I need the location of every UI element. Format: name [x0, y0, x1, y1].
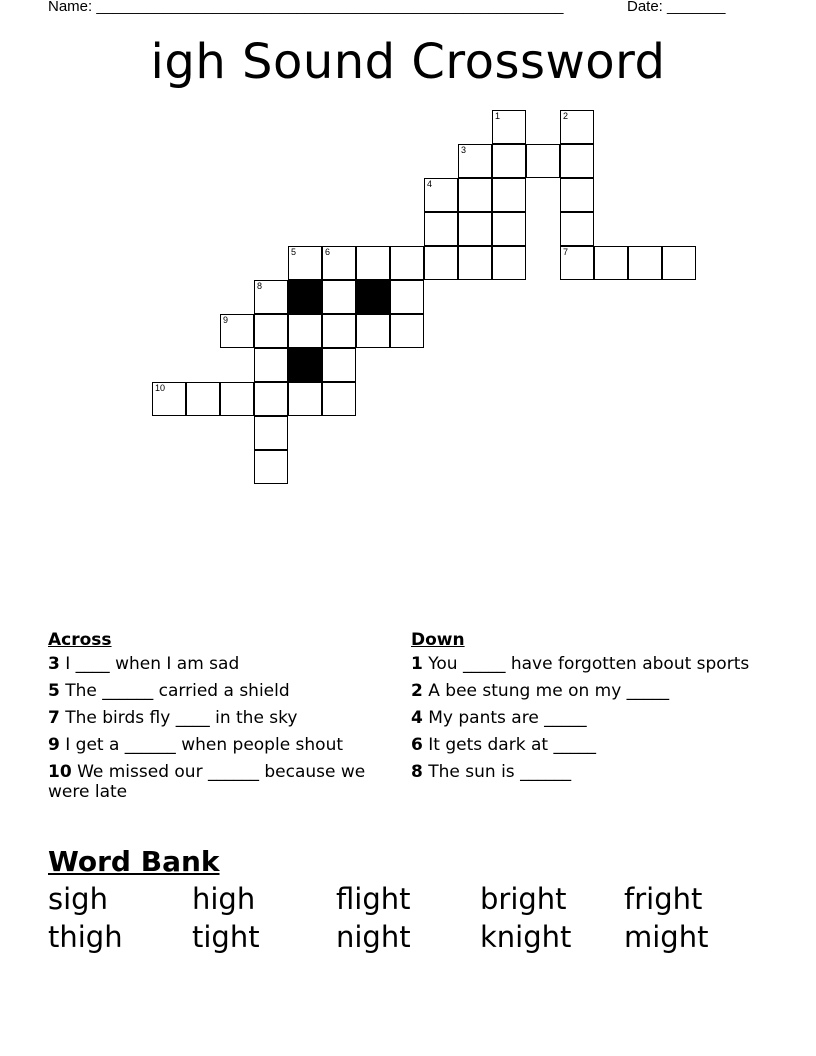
clue-text: It gets dark at _____ [422, 735, 596, 755]
grid-cell[interactable] [254, 314, 288, 348]
across-clue-list [48, 654, 393, 809]
down-clue [411, 708, 771, 728]
cell-number: 9 [223, 315, 229, 325]
cell-number: 6 [325, 247, 331, 257]
grid-block [288, 280, 322, 314]
grid-cell[interactable] [492, 110, 526, 144]
grid-cell[interactable] [220, 382, 254, 416]
grid-cell[interactable] [288, 246, 322, 280]
grid-cell[interactable] [322, 280, 356, 314]
grid-cell[interactable] [492, 212, 526, 246]
grid-cell[interactable] [424, 212, 458, 246]
grid-cell[interactable] [628, 246, 662, 280]
grid-cell[interactable] [186, 382, 220, 416]
grid-cell[interactable] [560, 110, 594, 144]
grid-cell[interactable] [288, 314, 322, 348]
down-clue-list [411, 654, 771, 789]
clue-text: I get a ______ when people shout [59, 735, 344, 755]
word-bank-title: Word Bank [48, 845, 220, 878]
grid-cell[interactable] [220, 314, 254, 348]
word-bank-word: knight [480, 920, 572, 954]
grid-cell[interactable] [458, 212, 492, 246]
grid-cell[interactable] [560, 178, 594, 212]
down-clue [411, 681, 771, 701]
cell-number: 1 [495, 111, 501, 121]
page-title: igh Sound Crossword [150, 34, 666, 90]
across-clue [48, 708, 393, 728]
clue-text: The ______ carried a shield [59, 681, 290, 701]
down-heading: Down [411, 630, 465, 650]
grid-cell[interactable] [390, 314, 424, 348]
cell-number: 5 [291, 247, 297, 257]
grid-cell[interactable] [288, 382, 322, 416]
clue-number: 7 [48, 708, 60, 728]
across-heading: Across [48, 630, 112, 650]
down-clue [411, 654, 771, 674]
grid-cell[interactable] [356, 246, 390, 280]
grid-cell[interactable] [424, 178, 458, 212]
grid-cell[interactable] [492, 178, 526, 212]
grid-block [356, 280, 390, 314]
grid-cell[interactable] [424, 246, 458, 280]
grid-cell[interactable] [152, 382, 186, 416]
clue-number: 9 [48, 735, 60, 755]
grid-cell[interactable] [322, 348, 356, 382]
clue-number: 2 [411, 681, 423, 701]
date-field-label: Date: _______ [627, 0, 726, 15]
word-bank-word: high [192, 882, 256, 916]
grid-cell[interactable] [560, 246, 594, 280]
word-bank-word: fright [624, 882, 703, 916]
grid-cell[interactable] [254, 382, 288, 416]
grid-cell[interactable] [662, 246, 696, 280]
clue-text: My pants are _____ [422, 708, 587, 728]
clue-number: 5 [48, 681, 60, 701]
across-clue [48, 654, 393, 674]
grid-block [288, 348, 322, 382]
clue-text: You _____ have forgotten about sports [422, 654, 750, 674]
grid-cell[interactable] [458, 246, 492, 280]
grid-cell[interactable] [322, 246, 356, 280]
grid-cell[interactable] [254, 280, 288, 314]
across-clue [48, 762, 393, 802]
down-clue [411, 735, 771, 755]
word-bank-word: sigh [48, 882, 108, 916]
cell-number: 4 [427, 179, 433, 189]
cell-number: 10 [155, 383, 166, 393]
grid-cell[interactable] [254, 450, 288, 484]
word-bank-word: bright [480, 882, 567, 916]
word-bank-word: tight [192, 920, 260, 954]
grid-cell[interactable] [254, 416, 288, 450]
clue-number: 1 [411, 654, 423, 674]
grid-cell[interactable] [492, 144, 526, 178]
grid-cell[interactable] [390, 280, 424, 314]
grid-cell[interactable] [322, 382, 356, 416]
word-bank-word: thigh [48, 920, 123, 954]
word-bank-word: night [336, 920, 411, 954]
clue-text: We missed our ______ because we were late [48, 762, 366, 802]
clue-number: 3 [48, 654, 60, 674]
grid-cell[interactable] [458, 144, 492, 178]
clue-text: The birds fly ____ in the sky [59, 708, 298, 728]
clue-number: 6 [411, 735, 423, 755]
clue-text: I ____ when I am sad [59, 654, 240, 674]
clue-text: The sun is ______ [422, 762, 572, 782]
cell-number: 2 [563, 111, 569, 121]
across-clue [48, 735, 393, 755]
grid-cell[interactable] [594, 246, 628, 280]
cell-number: 8 [257, 281, 263, 291]
word-bank-word: flight [336, 882, 411, 916]
grid-cell[interactable] [356, 314, 390, 348]
grid-cell[interactable] [560, 212, 594, 246]
grid-cell[interactable] [254, 348, 288, 382]
across-clue [48, 681, 393, 701]
clue-number: 4 [411, 708, 423, 728]
grid-cell[interactable] [560, 144, 594, 178]
name-field-label: Name: ________________________________________________________ [48, 0, 564, 15]
cell-number: 3 [461, 145, 467, 155]
grid-cell[interactable] [458, 178, 492, 212]
cell-number: 7 [563, 247, 569, 257]
word-bank-word: might [624, 920, 709, 954]
clue-text: A bee stung me on my _____ [422, 681, 670, 701]
grid-cell[interactable] [390, 246, 424, 280]
clue-number: 10 [48, 762, 72, 782]
clue-number: 8 [411, 762, 423, 782]
grid-cell[interactable] [492, 246, 526, 280]
grid-cell[interactable] [322, 314, 356, 348]
grid-cell[interactable] [526, 144, 560, 178]
down-clue [411, 762, 771, 782]
